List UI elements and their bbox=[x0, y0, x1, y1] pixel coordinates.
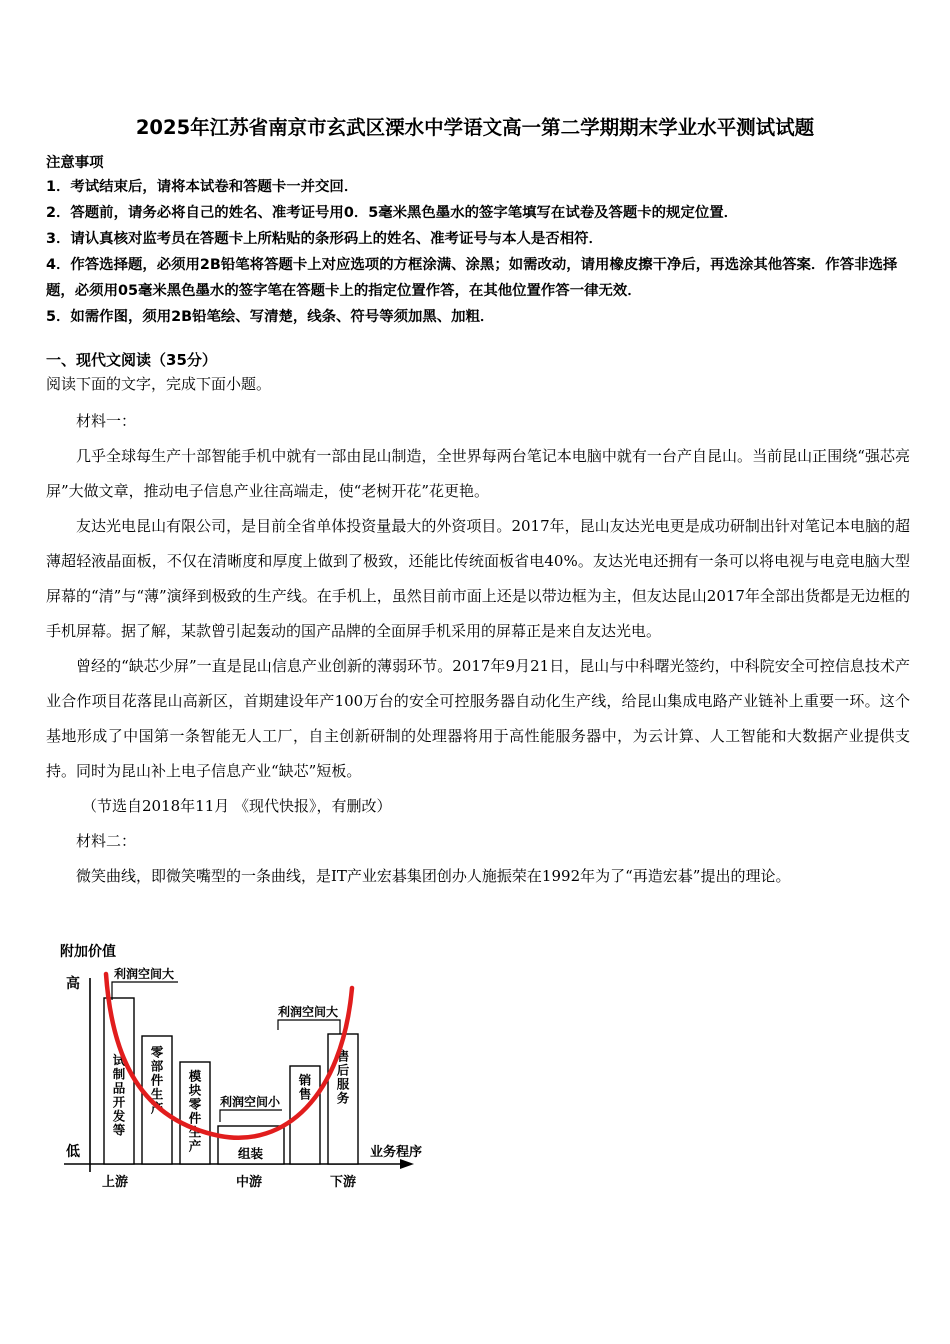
stage-label-service: 售后服务 bbox=[336, 1048, 350, 1106]
annotation-bracket-left bbox=[112, 982, 178, 1000]
paragraph: 几乎全球每生产十部智能手机中就有一部由昆山制造，全世界每两台笔记本电脑中就有一台产自昆山。当前昆山正围绕“强芯亮屏”大做文章，推动电子信息产业往高端走，使“老树开花”花更艳。 bbox=[46, 447, 910, 500]
y-axis-label: 附加价值 bbox=[60, 944, 116, 960]
x-axis-arrow bbox=[400, 1159, 414, 1169]
x-tick-midstream: 中游 bbox=[236, 1175, 263, 1190]
reading-body bbox=[46, 404, 910, 894]
paragraph: 微笑曲线，即微笑嘴型的一条曲线，是IT产业宏碁集团创办人施振荣在1992年为了“再造宏碁”提出的理论。 bbox=[76, 867, 791, 885]
x-axis-label: 业务程序 bbox=[370, 1145, 423, 1160]
stage-label-sales: 销售 bbox=[298, 1072, 312, 1102]
annotation-right: 利润空间大 bbox=[278, 1005, 339, 1019]
paragraph: 友达光电昆山有限公司，是目前全省单体投资量最大的外资项目。2017年，昆山友达光电更是成功研制出针对笔记本电脑的超薄超轻液晶面板，不仅在清晰度和厚度上做到了极致，还能比传统面板省电40%。友达光电还拥有一条可以将电视与电竞电脑大型屏幕的“清”与“薄”演绎到极致的生产线。在手机上，虽然目前市面上还是以带边框为主，但友达昆山2017年全部出货都是无边框的手机屏幕。据了解，某款曾引起轰动的国产品牌的全面屏手机采用的屏幕正是来自友达光电。 bbox=[46, 517, 910, 640]
section-heading: 一、现代文阅读（35分） bbox=[46, 351, 217, 369]
stage-label-module: 模块零件生产 bbox=[188, 1068, 202, 1154]
annotation-bracket-mid bbox=[220, 1110, 282, 1122]
notice-item: 5．如需作图，须用2B铅笔绘、写清楚，线条、符号等须加黑、加粗． bbox=[46, 309, 495, 325]
annotation-left: 利润空间大 bbox=[114, 967, 175, 981]
material-label: 材料二： bbox=[76, 832, 137, 850]
section-lead: 阅读下面的文字，完成下面小题。 bbox=[46, 375, 272, 393]
stage-label-parts: 零部件生产 bbox=[150, 1044, 164, 1116]
y-tick-high: 高 bbox=[66, 976, 80, 992]
x-tick-upstream: 上游 bbox=[102, 1175, 129, 1190]
stage-label-rd: 试制品开发等 bbox=[112, 1052, 126, 1138]
x-tick-downstream: 下游 bbox=[330, 1175, 357, 1190]
y-tick-low: 低 bbox=[66, 1144, 80, 1160]
source-note: （节选自2018年11月 《现代快报》，有删改） bbox=[82, 797, 392, 815]
material-label: 材料一： bbox=[76, 412, 137, 430]
notice-item: 3．请认真核对监考员在答题卡上所粘贴的条形码上的姓名、准考证号与本人是否相符． bbox=[46, 231, 603, 247]
notice-block bbox=[46, 152, 916, 330]
exam-title: 2025年江苏省南京市玄武区溧水中学语文高一第二学期期末学业水平测试试题 bbox=[135, 116, 815, 139]
annotation-bracket-right bbox=[278, 1020, 340, 1034]
stage-label-assembly: 组装 bbox=[238, 1146, 264, 1161]
paragraph: 曾经的“缺芯少屏”一直是昆山信息产业创新的薄弱环节。2017年9月21日，昆山与中科曙光签约，中科院安全可控信息技术产业合作项目花落昆山高新区，首期建设年产100万台的安全可控服务器自动化生产线，给昆山集成电路产业链补上重要一环。这个基地形成了中国第一条智能无人工厂，自主创新研制的处理器将用于高性能服务器中，为云计算、人工智能和大数据产业提供支持。同时为昆山补上电子信息产业“缺芯”短板。 bbox=[46, 657, 910, 780]
smile-curve-diagram bbox=[56, 938, 436, 1198]
annotation-mid: 利润空间小 bbox=[220, 1095, 281, 1109]
notice-item: 4．作答选择题，必须用2B铅笔将答题卡上对应选项的方框涂满、涂黑；如需改动，请用橡皮擦干净后，再选涂其他答案．作答非选择题，必须用05毫米黑色墨水的签字笔在答题卡上的指定位置作答，在其他位置作答一律无效． bbox=[46, 257, 898, 299]
notice-item: 2．答题前，请务必将自己的姓名、准考证号用0．5毫米黑色墨水的签字笔填写在试卷及答题卡的规定位置． bbox=[46, 205, 739, 221]
notice-item: 1．考试结束后，请将本试卷和答题卡一并交回． bbox=[46, 179, 359, 195]
notice-heading: 注意事项 bbox=[46, 155, 104, 171]
